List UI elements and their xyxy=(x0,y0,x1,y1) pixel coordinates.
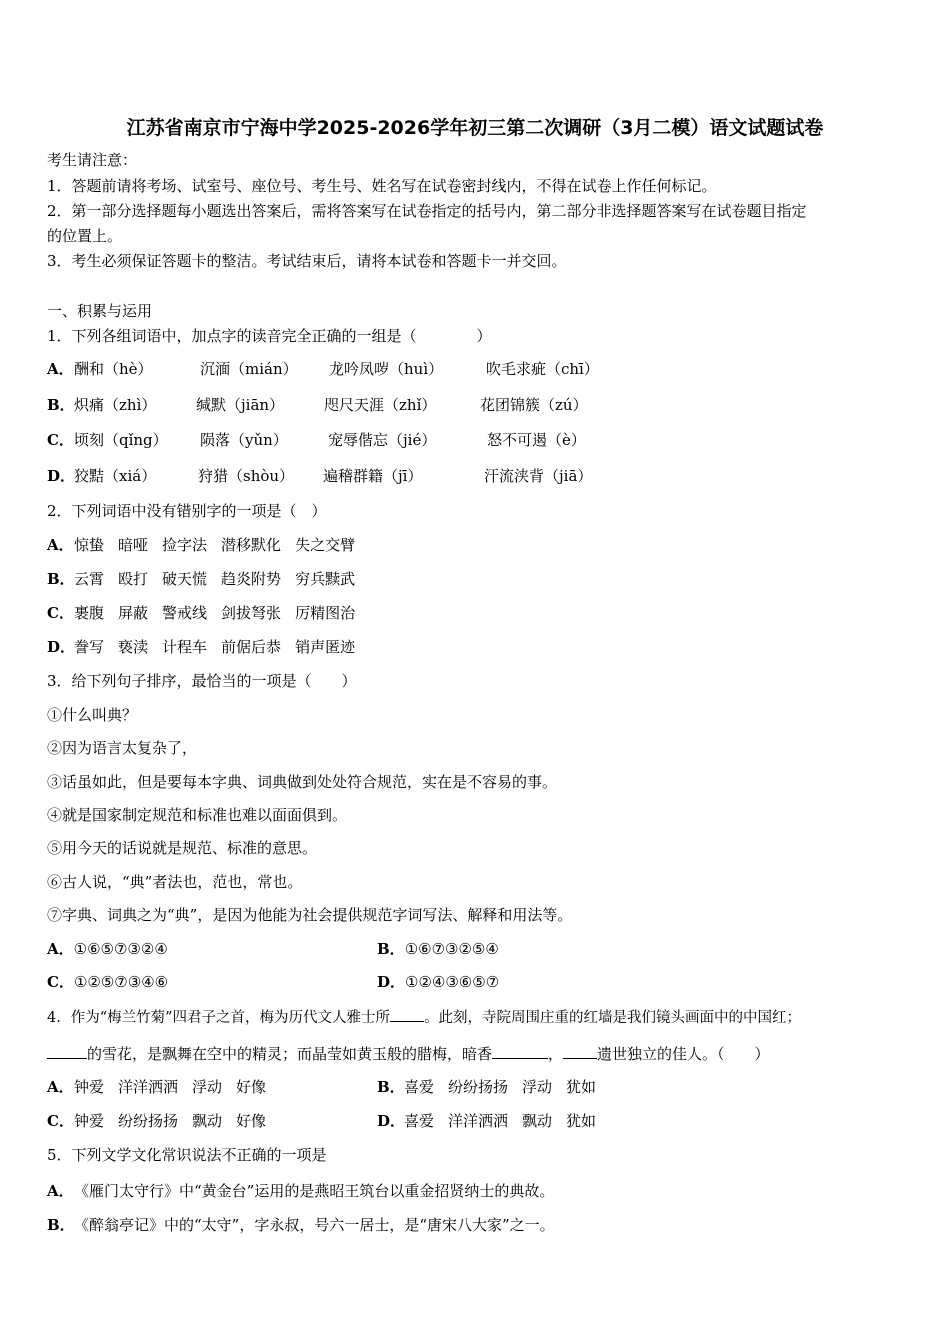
question-5-option-b xyxy=(47,1215,555,1235)
option-word: 遍稽群籍（jī） xyxy=(323,467,423,485)
question-4-text: 遗世独立的佳人。（ ） xyxy=(597,1045,770,1063)
option-label: B． xyxy=(47,570,75,588)
option-word: 顷刻（qǐng） xyxy=(74,431,168,449)
option-word: 狩猎（shòu） xyxy=(198,467,295,485)
option-label: B． xyxy=(47,1216,75,1234)
option-word: 趋炎附势 xyxy=(221,570,282,588)
question-3-option-c xyxy=(47,972,168,992)
option-word: 飘动 xyxy=(522,1112,553,1130)
option-word: 喜爱 xyxy=(404,1112,435,1130)
question-4-line-1 xyxy=(47,1006,801,1028)
option-word: 计程车 xyxy=(162,638,208,656)
option-word: 好像 xyxy=(236,1112,267,1130)
option-word: 狡黠（xiá） xyxy=(74,467,157,485)
option-label: C． xyxy=(47,431,74,449)
notice-item: 的位置上。 xyxy=(47,227,123,245)
option-label: C． xyxy=(47,973,74,991)
page-title: 江苏省南京市宁海中学2025-2026学年初三第二次调研（3月二模）语文试题试卷 xyxy=(126,117,824,139)
option-label: D． xyxy=(377,973,406,991)
option-word: 龙吟凤哕（huì） xyxy=(329,360,444,378)
option-word: 纷纷扬扬 xyxy=(118,1112,179,1130)
question-2-option-b xyxy=(47,569,369,589)
option-word: 暗哑 xyxy=(118,536,149,554)
question-2-option-c xyxy=(47,603,369,623)
option-word: 纷纷扬扬 xyxy=(448,1078,509,1096)
answer-blank xyxy=(492,1043,548,1059)
question-1-option-d xyxy=(47,466,592,486)
option-label: B． xyxy=(377,940,405,958)
option-word: 缄默（jiān） xyxy=(196,396,285,414)
option-word: 钟爱 xyxy=(74,1112,105,1130)
option-word: 捡字法 xyxy=(162,536,208,554)
option-word: 浮动 xyxy=(522,1078,553,1096)
question-3-stem: 3．给下列句子排序，最恰当的一项是（ ） xyxy=(47,672,357,690)
question-4-text: 。此刻，寺院周围庄重的红墙是我们镜头画面中的中国红； xyxy=(424,1010,802,1026)
option-word: 裹腹 xyxy=(74,604,105,622)
question-1-stem: 1．下列各组词语中，加点字的读音完全正确的一组是（ ） xyxy=(47,327,492,345)
question-3-option-d xyxy=(377,972,499,992)
option-word: 汗流浃背（jiā） xyxy=(484,467,593,485)
option-word: 惊蛰 xyxy=(74,536,105,554)
option-word: 犹如 xyxy=(566,1112,597,1130)
option-word: 吹毛求疵（chī） xyxy=(486,360,599,378)
question-3-sentence: ⑥古人说，“典”者法也，范也，常也。 xyxy=(47,873,303,891)
answer-blank xyxy=(390,1006,424,1022)
option-word: 好像 xyxy=(236,1078,267,1096)
notice-item: 1．答题前请将考场、试室号、座位号、考生号、姓名写在试卷密封线内，不得在试卷上作任何标记。 xyxy=(47,177,717,195)
question-4-option-d xyxy=(377,1111,610,1131)
question-4-line-2 xyxy=(47,1043,770,1064)
section-heading: 一、积累与运用 xyxy=(47,302,153,320)
option-word: 云霄 xyxy=(74,570,105,588)
question-4-option-a xyxy=(47,1077,280,1097)
option-label: A． xyxy=(47,536,74,554)
option-word: 钟爱 xyxy=(74,1078,105,1096)
option-word: 浮动 xyxy=(192,1078,223,1096)
option-word: 飘动 xyxy=(192,1112,223,1130)
option-label: D． xyxy=(47,467,76,485)
option-word: 喜爱 xyxy=(404,1078,435,1096)
question-4-text: 的雪花，是飘舞在空中的精灵；而晶莹如黄玉般的腊梅，暗香 xyxy=(87,1045,493,1063)
question-2-stem: 2．下列词语中没有错别字的一项是（ ） xyxy=(47,502,327,520)
option-word: 剑拔弩张 xyxy=(221,604,282,622)
option-label: B． xyxy=(47,396,75,414)
question-3-sentence: ③话虽如此，但是要每本字典、词典做到处处符合规范，实在是不容易的事。 xyxy=(47,773,558,791)
option-word: 销声匿迹 xyxy=(295,638,356,656)
option-word: 穷兵黩武 xyxy=(295,570,356,588)
question-3-option-b xyxy=(377,939,499,959)
option-word: 花团锦簇（zú） xyxy=(480,396,588,414)
option-word: 殴打 xyxy=(118,570,149,588)
option-word: 失之交臂 xyxy=(295,536,356,554)
option-label: D． xyxy=(47,638,76,656)
question-3-sentence: ①什么叫典？ xyxy=(47,706,138,724)
question-2-option-d xyxy=(47,637,369,657)
question-5-stem: 5．下列文学文化常识说法不正确的一项是 xyxy=(47,1146,327,1164)
question-3-sentence: ②因为语言太复杂了， xyxy=(47,739,198,757)
option-text: ①⑥⑤⑦③②④ xyxy=(73,940,168,958)
option-word: 咫尺天涯（zhǐ） xyxy=(324,396,437,414)
option-word: 酬和（hè） xyxy=(74,360,153,378)
notice-item: 3．考生必须保证答题卡的整洁。考试结束后，请将本试卷和答题卡一并交回。 xyxy=(47,252,567,270)
option-word: 洋洋洒洒 xyxy=(448,1112,509,1130)
option-word: 炽痛（zhì） xyxy=(74,396,157,414)
option-label: C． xyxy=(47,604,74,622)
option-word: 沉湎（mián） xyxy=(200,360,298,378)
question-4-text: ， xyxy=(548,1045,564,1063)
option-word: 亵渎 xyxy=(118,638,149,656)
question-2-option-a xyxy=(47,535,369,555)
question-5-option-a xyxy=(47,1181,554,1201)
option-word: 屏蔽 xyxy=(118,604,149,622)
answer-blank xyxy=(563,1043,597,1059)
question-4-option-b xyxy=(377,1077,610,1097)
option-word: 厉精图治 xyxy=(295,604,356,622)
option-label: D． xyxy=(377,1112,406,1130)
notice-item: 2．第一部分选择题每小题选出答案后，需将答案写在试卷指定的括号内，第二部分非选择题答案写在试卷题目指定 xyxy=(47,202,807,220)
question-1-option-b xyxy=(47,395,588,415)
question-4-option-c xyxy=(47,1111,280,1131)
option-label: B． xyxy=(377,1078,405,1096)
option-label: A． xyxy=(47,1078,74,1096)
option-text: ①②④③⑥⑤⑦ xyxy=(405,973,500,991)
option-word: 警戒线 xyxy=(162,604,208,622)
option-word: 前倨后恭 xyxy=(221,638,282,656)
question-3-sentence: ⑦字典、词典之为“典”，是因为他能为社会提供规范字词写法、解释和用法等。 xyxy=(47,906,573,924)
option-label: C． xyxy=(47,1112,74,1130)
question-3-sentence: ⑤用今天的话说就是规范、标准的意思。 xyxy=(47,839,318,857)
option-text: ①⑥⑦③②⑤④ xyxy=(404,940,499,958)
option-word: 洋洋洒洒 xyxy=(118,1078,179,1096)
option-label: A． xyxy=(47,360,74,378)
option-label: A． xyxy=(47,940,74,958)
option-word: 怒不可遏（è） xyxy=(487,431,586,449)
option-word: 宠辱偕忘（jié） xyxy=(328,431,437,449)
option-text: 《雁门太守行》中“黄金台”运用的是燕昭王筑台以重金招贤纳士的典故。 xyxy=(74,1182,555,1200)
option-word: 犹如 xyxy=(566,1078,597,1096)
answer-blank xyxy=(47,1043,87,1059)
option-word: 潜移默化 xyxy=(221,536,282,554)
question-4-text: 4．作为“梅兰竹菊”四君子之首，梅为历代文人雅士所 xyxy=(47,1010,391,1026)
question-3-option-a xyxy=(47,939,168,959)
option-text: 《醉翁亭记》中的“太守”，字永叔，号六一居士，是“唐宋八大家”之一。 xyxy=(74,1216,555,1234)
question-1-option-c xyxy=(47,430,586,450)
notice-heading: 考生请注意： xyxy=(47,151,138,169)
option-word: 誊写 xyxy=(74,638,105,656)
option-word: 陨落（yǔn） xyxy=(200,431,288,449)
option-label: A． xyxy=(47,1182,74,1200)
question-1-option-a xyxy=(47,359,599,379)
option-word: 破天慌 xyxy=(162,570,208,588)
question-3-sentence: ④就是国家制定规范和标准也难以面面俱到。 xyxy=(47,806,348,824)
option-text: ①②⑤⑦③④⑥ xyxy=(73,973,169,991)
